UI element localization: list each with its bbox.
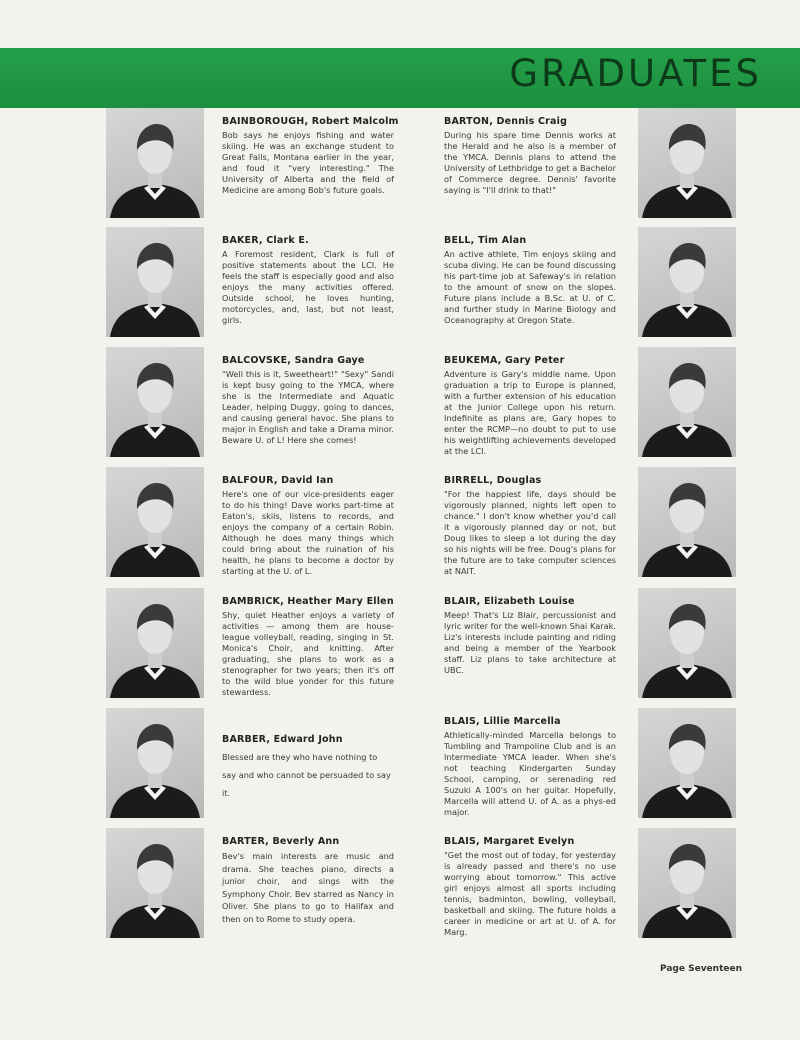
portrait-photo — [106, 708, 204, 818]
graduate-name: BIRRELL, Douglas — [444, 475, 542, 486]
graduate-bio: A Foremost resident, Clark is full of positive statements about the LCI. He feels the staff is especially good and also enjoys the many activities offered. Outside school, he loves hunting, motorcycles, and, last, but not least, girls. — [222, 249, 394, 325]
graduate-name: BAINBOROUGH, Robert Malcolm — [222, 116, 399, 127]
portrait-silhouette — [638, 828, 736, 938]
portrait-photo — [106, 347, 204, 457]
page-title: GRADUATES — [509, 52, 762, 95]
portrait-silhouette — [106, 828, 204, 938]
portrait-photo — [638, 347, 736, 457]
portrait-silhouette — [638, 467, 736, 577]
portrait-photo — [638, 828, 736, 938]
portrait-silhouette — [106, 108, 204, 218]
graduate-name: BAMBRICK, Heather Mary Ellen — [222, 596, 394, 607]
graduate-bio: During his spare time Dennis works at the Herald and he also is a member of the YMCA. Dennis plans to attend the University of Lethbridge to get a Bachelor of Commerce degree. Dennis' favorite saying is "I'll drink to that!" — [444, 130, 616, 195]
graduate-name: BEUKEMA, Gary Peter — [444, 355, 565, 366]
graduate-name: BALFOUR, David Ian — [222, 475, 334, 486]
graduate-bio: Shy, quiet Heather enjoys a variety of activities — among them are house-league volleyball, reading, singing in St. Monica's Choir, and knitting. After graduating, she plans to work as a stenographer for two years; then it's off to the wild blue yonder for this future stewardess. — [222, 610, 394, 697]
portrait-silhouette — [638, 227, 736, 337]
portrait-photo — [106, 828, 204, 938]
portrait-photo — [638, 708, 736, 818]
graduate-name: BARTER, Beverly Ann — [222, 836, 340, 847]
graduate-name: BLAIR, Elizabeth Louise — [444, 596, 575, 607]
portrait-photo — [106, 227, 204, 337]
portrait-photo — [638, 227, 736, 337]
graduate-name: BARBER, Edward John — [222, 734, 343, 745]
page-number: Page Seventeen — [660, 964, 742, 974]
graduate-bio: Blessed are they who have nothing to say and who cannot be persuaded to say it. — [222, 752, 391, 798]
graduate-bio: Athletically-minded Marcella belongs to Tumbling and Trampoline Club and is an Intermediate YMCA leader. When she's not teaching Kindergarten Sunday School, camping, or serenading red Suzuki A 100's on her guitar. Hopefully, Marcella will attend U. of A. as a phys-ed major. — [444, 730, 616, 817]
portrait-silhouette — [638, 588, 736, 698]
graduate-name: BALCOVSKE, Sandra Gaye — [222, 355, 365, 366]
graduate-bio: "Well this is it, Sweetheart!" "Sexy" Sandi is kept busy going to the YMCA, where she is the Intermediate and Aquatic Leader, helping Duggy, going to dances, and causing general havoc. She plans to major in English and take a Drama minor. Beware U. of L! Here she comes! — [222, 369, 394, 445]
graduate-bio: Here's one of our vice-presidents eager to do his thing! Dave works part-time at Eaton's, skiis, listens to records, and enjoys the company of a certain Robin. Although he does many things which could bring about the ruination of his health, he plans to become a doctor by starting at the U. of L. — [222, 489, 394, 576]
portrait-photo — [106, 467, 204, 577]
portrait-photo — [106, 588, 204, 698]
graduate-name: BELL, Tim Alan — [444, 235, 527, 246]
portrait-silhouette — [638, 708, 736, 818]
portrait-silhouette — [106, 708, 204, 818]
graduate-bio: Bob says he enjoys fishing and water skiing. He was an exchange student to Great Falls, Montana earlier in the year, and foud it "very interesting." The University of Alberta and the field of Medicine are among Bob's future goals. — [222, 130, 394, 195]
header-banner — [0, 48, 800, 108]
graduate-bio: Adventure is Gary's middle name. Upon graduation a trip to Europe is planned, with a further extension of his education at the Junior College upon his return. Indefinite as plans are, Gary hopes to enter the RCMP—no doubt to put to use his weightlifting achievements developed at the LCI. — [444, 369, 616, 456]
portrait-silhouette — [106, 227, 204, 337]
graduate-name: BARTON, Dennis Craig — [444, 116, 568, 127]
portrait-silhouette — [106, 467, 204, 577]
portrait-silhouette — [106, 347, 204, 457]
graduate-bio: Meep! That's Liz Blair, percussionist and lyric writer for the well-known Shai Karak. Liz's interests include painting and riding and being a member of the Yearbook staff. Liz plans to take architecture at UBC. — [444, 610, 616, 675]
graduate-name: BAKER, Clark E. — [222, 235, 309, 246]
portrait-photo — [638, 467, 736, 577]
graduate-name: BLAIS, Lillie Marcella — [444, 716, 561, 727]
portrait-photo — [106, 108, 204, 218]
portrait-silhouette — [638, 108, 736, 218]
graduate-bio: Bev's main interests are music and drama. She teaches piano, directs a junior choir, and sings with the Symphony Choir. Bev starred as Nancy in Oliver. She plans to go to Halifax and then on to Rome to study opera. — [222, 851, 394, 924]
portrait-silhouette — [106, 588, 204, 698]
portrait-photo — [638, 588, 736, 698]
graduate-bio: "For the happiest life, days should be vigorously planned, nights left open to chance." I don't know whether you'd call it a vigorously planned day or not, but Doug likes to sleep a lot during the day so his nights will be free. Doug's plans for the future are to take computer sciences at NAIT. — [444, 489, 616, 576]
graduate-bio: "Get the most out of today, for yesterday is already passed and there's no use worrying about tomorrow." This active girl enjoys almost all sports including tennis, badminton, bowling, volleyball, basketball and skiing. The future holds a career in medicine or art at U. of A. for Marg. — [444, 850, 616, 937]
portrait-silhouette — [638, 347, 736, 457]
portrait-photo — [638, 108, 736, 218]
graduate-name: BLAIS, Margaret Evelyn — [444, 836, 575, 847]
graduate-bio: An active athlete, Tim enjoys skiing and scuba diving. He can be found discussing his part-time job at Safeway's in relation to the amount of snow on the slopes. Future plans include a B.Sc. at U. of C. and further study in Marine Biology and Oceanography at Oregon State. — [444, 249, 616, 325]
